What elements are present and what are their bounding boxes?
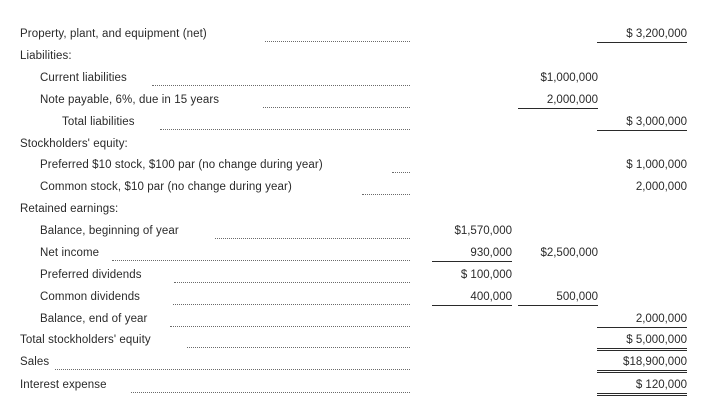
- amount-col3: 2,000,000: [635, 181, 687, 193]
- amount-col2: 2,000,000: [518, 92, 598, 109]
- leader-dots: [187, 335, 410, 348]
- leader-dots: [392, 160, 410, 173]
- leader-dots: [160, 117, 410, 130]
- row-interest-expense: [0, 377, 721, 399]
- amount-col1: 930,000: [432, 245, 512, 262]
- amount-col3: 2,000,000: [597, 311, 687, 328]
- row-balance-end: [0, 311, 721, 333]
- amount-col3: $18,900,000: [597, 354, 687, 373]
- row-label: Total stockholders' equity: [20, 334, 151, 346]
- leader-dots: [263, 95, 410, 108]
- row-current-liabilities: [0, 70, 721, 92]
- amount-col2: $2,500,000: [540, 247, 598, 259]
- amount-col3: $ 5,000,000: [597, 332, 687, 351]
- row-sales: [0, 354, 721, 376]
- row-preferred-dividends: [0, 267, 721, 289]
- leader-dots: [131, 380, 410, 393]
- leader-dots: [55, 357, 410, 370]
- row-label: Common stock, $10 par (no change during year): [40, 181, 292, 193]
- amount-col2: 500,000: [518, 289, 598, 306]
- row-label: Interest expense: [20, 379, 107, 391]
- row-label: Stockholders' equity:: [20, 138, 128, 150]
- amount-col3: $ 1,000,000: [626, 159, 687, 171]
- amount-col2: $1,000,000: [540, 72, 598, 84]
- row-label: Preferred $10 stock, $100 par (no change during year): [40, 159, 323, 171]
- row-label: Liabilities:: [20, 50, 72, 62]
- row-label: Preferred dividends: [40, 269, 142, 281]
- leader-dots: [170, 314, 410, 327]
- row-common-stock: [0, 179, 721, 201]
- row-label: Sales: [20, 356, 50, 368]
- amount-col1: $1,570,000: [454, 225, 512, 237]
- row-label: Balance, beginning of year: [40, 225, 179, 237]
- row-preferred-stock: [0, 157, 721, 179]
- row-total-stockholders-equity: [0, 332, 721, 354]
- row-label: Total liabilities: [62, 116, 135, 128]
- leader-dots: [362, 182, 410, 195]
- row-balance-beginning: [0, 223, 721, 245]
- row-liabilities-heading: [0, 48, 721, 70]
- amount-col3: $ 3,000,000: [597, 114, 687, 131]
- row-net-income: [0, 245, 721, 267]
- leader-dots: [152, 73, 410, 86]
- amount-col3: $ 3,200,000: [597, 26, 687, 43]
- row-label: Note payable, 6%, due in 15 years: [40, 94, 220, 106]
- leader-dots: [215, 226, 410, 239]
- row-stockholders-equity-heading: [0, 136, 721, 158]
- row-retained-earnings-heading: [0, 201, 721, 223]
- amount-col3: $ 120,000: [597, 377, 687, 396]
- row-total-liabilities: [0, 114, 721, 136]
- row-label: Property, plant, and equipment (net): [20, 28, 207, 40]
- row-common-dividends: [0, 289, 721, 311]
- row-label: Retained earnings:: [20, 203, 119, 215]
- leader-dots: [173, 292, 410, 305]
- row-note-payable: [0, 92, 721, 114]
- leader-dots: [174, 270, 410, 283]
- row-ppe: [0, 26, 721, 48]
- leader-dots: [265, 29, 410, 42]
- leader-dots: [112, 248, 410, 261]
- row-label: Common dividends: [40, 291, 141, 303]
- amount-col1: $ 100,000: [460, 269, 512, 281]
- row-label: Current liabilities: [40, 72, 127, 84]
- row-label: Net income: [40, 247, 100, 259]
- amount-col1: 400,000: [432, 289, 512, 306]
- row-label: Balance, end of year: [40, 313, 148, 325]
